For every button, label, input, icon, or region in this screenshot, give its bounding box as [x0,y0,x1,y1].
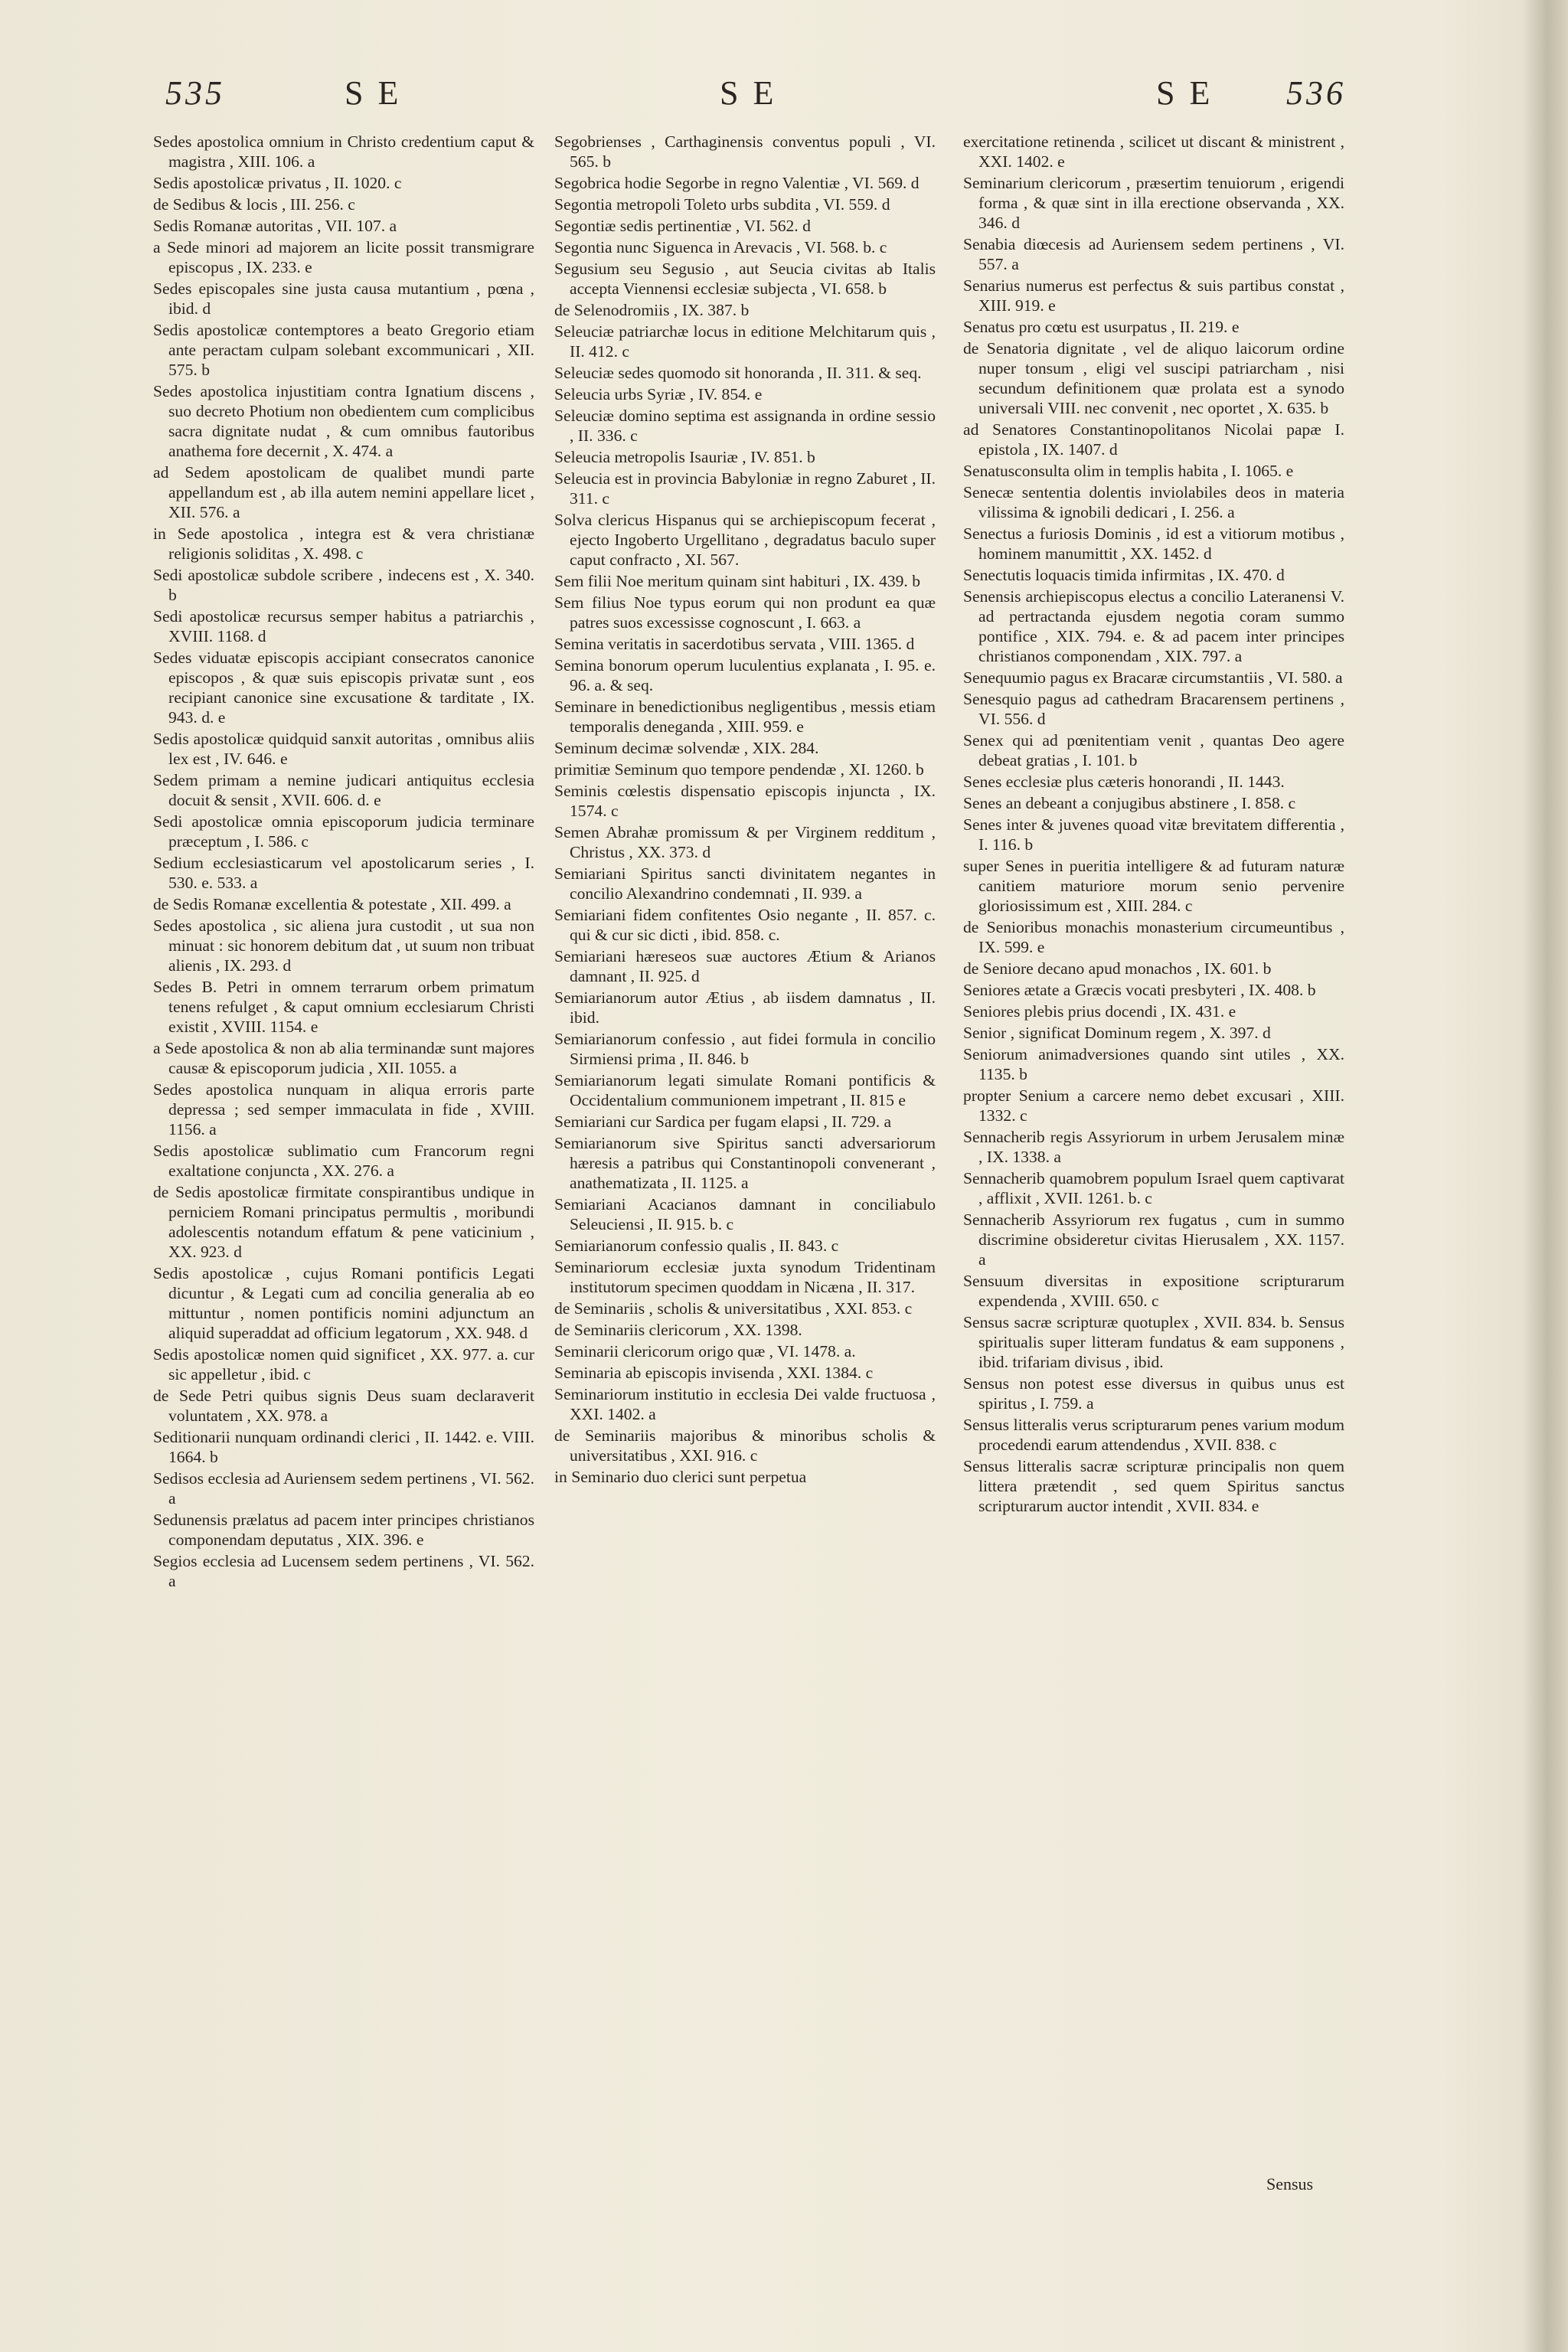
index-entry: Senior , significat Dominum regem , X. 397. d [963,1024,1271,1042]
index-entry: Seminare in benedictionibus negligentibus , messis etiam temporalis denegandа , XIII. 959. e [554,697,936,736]
index-entry: ad Senatores Constantinopolitanos Nicolai papæ I. epistola , IX. 1407. d [963,420,1344,459]
index-entry: Seleuciæ patriarchæ locus in editione Melchitarum quis , II. 412. c [554,322,936,361]
index-entry: Solva clericus Hispanus qui se archiepiscopum fecerat , ejecto Ingoberto Urgellitano , degradatus baculo super caput confracto , XI. 567. [554,511,936,569]
index-entry: Segobrica hodie Segorbe in regno Valentiæ , VI. 569. d [554,174,920,192]
index-entry: in Sede apostolica , integra est & vera christianæ religionis soliditas , X. 498. c [153,524,534,563]
index-entry: Sedes apostolica omnium in Christo credentium caput & magistra , XIII. 106. a [153,132,534,171]
index-entry: Senes an debeant a conjugibus abstinere , I. 858. c [963,794,1296,812]
index-entry: Seleucia urbs Syriæ , IV. 854. e [554,385,763,403]
index-entry: a Sede minori ad majorem an licite possit transmigrare episcopus , IX. 233. e [153,238,534,276]
index-entry: Sedisos ecclesia ad Auriensem sedem pertinens , VI. 562. a [153,1469,534,1508]
index-entry: Sedis apostolicæ sublimatio cum Francorum regni exaltatione conjuncta , XX. 276. a [153,1142,534,1180]
index-column-left [153,132,534,1592]
index-entry: Segusium seu Segusio , aut Seucia civitas ab Italis accepta Viennensi ecclesiæ subjecta , VI. 658. b [554,260,936,298]
index-entry: Seniores ætate a Græcis vocati presbyteri , IX. 408. b [963,981,1316,999]
index-entry: Semiariani Acacianos damnant in conciliabulo Seleuciensi , II. 915. b. c [554,1195,936,1233]
index-entry: de Senatoria dignitate , vel de aliquo laicorum ordine nuper tonsum , eligi vel suscipi patriarcham , nisi secundum definitionem quæ prolata est a synodo universali VIII. nec convenit , nec oportet , X. 635. b [963,339,1344,417]
index-entry: Seleuciæ sedes quomodo sit honoranda , II. 311. & seq. [554,364,922,382]
index-entry: Sedes viduatæ episcopis accipiant consecratos canonice episcopos , & quæ suis episcopis privatæ sunt , eos recipiant canonice sine excusatione & tarditate , IX. 943. d. e [153,648,534,727]
index-entry: Sensus litteralis verus scripturarum penes varium modum procedendi earum attendendus , XVII. 838. c [963,1416,1344,1454]
index-entry: Seniorum animadversiones quando sint utiles , XX. 1135. b [963,1045,1344,1083]
index-entry: Sedis apostolicæ nomen quid significet , XX. 977. a. cur sic appelletur , ibid. c [153,1345,534,1383]
page-header [153,74,1348,127]
index-entry: Sedes B. Petri in omnem terrarum orbem primatum tenens refulget , & caput omnium ecclesiarum Christi existit , XVIII. 1154. e [153,978,534,1036]
index-entry: Semiariani hæreseos suæ auctores Ætium & Arianos damnant , II. 925. d [554,947,936,985]
index-entry: Semina veritatis in sacerdotibus servata , VIII. 1365. d [554,635,915,653]
index-entry: Semen Abrahæ promissum & per Virginem redditum , Christus , XX. 373. d [554,823,936,861]
index-entry: de Selenodromiis , IX. 387. b [554,301,750,319]
index-column-right [963,132,1344,1517]
index-entry: Sensus sacræ scripturæ quotuplex , XVII. 834. b. Sensus spiritualis super litteram fundatus & eam supponens , ibid. trifariam divisus , ibid. [963,1313,1344,1371]
index-entry: Semiariani fidem confitentes Osio negante , II. 857. c. qui & cur sic dicti , ibid. 858. c. [554,906,936,944]
index-entry: de Sede Petri quibus signis Deus suam declaraverit voluntatem , XX. 978. a [153,1387,534,1425]
index-entry: Seminariorum ecclesiæ juxta synodum Tridentinam institutorum specimen quoddam in Nicæna , II. 317. [554,1258,936,1296]
index-entry: Segontia metropoli Toleto urbs subdita , VI. 559. d [554,195,890,214]
index-entry: de Sedibus & locis , III. 256. c [153,195,355,214]
index-entry: Sennacherib Assyriorum rex fugatus , cum in summo discrimine obsideretur civitas Hierusalem , XX. 1157. a [963,1210,1344,1269]
index-entry: Seleucia est in provincia Babyloniæ in regno Zaburet , II. 311. c [554,469,936,508]
index-entry: Sedis apostolicæ quidquid sanxit autoritas , omnibus aliis lex est , IV. 646. e [153,730,534,768]
index-entry: Sem filii Noe meritum quinam sint habituri , IX. 439. b [554,572,921,590]
index-entry: Sennacherib regis Assyriorum in urbem Jerusalem minæ , IX. 1338. a [963,1128,1344,1166]
index-entry: de Seminariis , scholis & universitatibus , XXI. 853. c [554,1299,913,1318]
page-number-left: 535 [165,74,225,112]
index-entry: Senecæ sententia dolentis inviolabiles deos in materia vilissima & ignobili dedicari , I. 256. a [963,483,1344,521]
index-entry: Seleucia metropolis Isauriæ , IV. 851. b [554,448,815,466]
index-entry: Semiariani Spiritus sancti divinitatem negantes in concilio Alexandrino condemnati , II. 939. a [554,864,936,903]
index-entry: Senes ecclesiæ plus cæteris honorandi , II. 1443. [963,773,1285,791]
index-entry: Sedis apostolicæ privatus , II. 1020. c [153,174,402,192]
index-entry: Semiarianorum legati simulate Romani pontificis & Occidentalium communionem impetrant , II. 815 e [554,1071,936,1109]
index-entry: de Senioribus monachis monasterium circumeuntibus , IX. 599. e [963,918,1344,956]
index-entry: Sedes apostolica injustitiam contra Ignatium discens , suo decreto Photium non obedientem cum complicibus sacra dignitate nudat , & cum omnibus fautoribus anathema fore decernit , X. 474. a [153,382,534,460]
index-entry: propter Senium a carcere nemo debet excusari , XIII. 1332. c [963,1086,1344,1125]
index-entry: Senes inter & juvenes quoad vitæ brevitatem differentia , I. 116. b [963,815,1344,854]
index-entry: super Senes in pueritia intelligere & ad futuram naturæ canitiem maturiore morum senio pervenire gloriosissimum est , XIII. 284. c [963,857,1344,915]
headword-left: S E [345,74,402,112]
index-entry: Senatus pro cœtu est usurpatus , II. 219. e [963,318,1240,336]
index-entry: Semiarianorum confessio qualis , II. 843. c [554,1236,839,1255]
index-entry: Sedis Romanæ autoritas , VII. 107. a [153,217,397,235]
index-entry: Seminum decimæ solvendæ , XIX. 284. [554,739,819,757]
index-entry: Sedem primam a nemine judicari antiquitus ecclesia docuit & sensit , XVII. 606. d. e [153,771,534,809]
index-column-center [554,132,936,1488]
index-entry: Sedes apostolica nunquam in aliqua erroris parte depressa ; sed semper immaculata in fide , XVIII. 1156. a [153,1080,534,1138]
index-entry: Senesquio pagus ad cathedram Bracarensem pertinens , VI. 556. d [963,690,1344,728]
index-entry: Senectutis loquacis timida infirmitas , IX. 470. d [963,566,1285,584]
index-entry: Sensus non potest esse diversus in quibus unus est spiritus , I. 759. a [963,1374,1344,1413]
index-entry: a Sede apostolica & non ab alia terminandæ sunt majores causæ & episcoporum judicia , XII. 1055. a [153,1039,534,1077]
index-entry: Senequumio pagus ex Bracaræ circumstantiis , VI. 580. a [963,668,1343,687]
headword-center: S E [720,74,777,112]
catchword: Sensus [1266,2174,1314,2194]
index-entry: de Sedis apostolicæ firmitate conspirantibus undique in perniciem Romani principatus permultis , moribundi adolescentis notandum effatum & pene vaticinium , XX. 923. d [153,1183,534,1261]
index-entry: Semiarianorum confessio , aut fidei formula in concilio Sirmiensi prima , II. 846. b [554,1030,936,1068]
index-entry: Sem filius Noe typus eorum qui non produnt ea quæ patres suos excessisse cognoscunt , I. 663. a [554,593,936,632]
index-entry: ad Sedem apostolicam de qualibet mundi parte appellandum est , ab illa autem nemini appellare licet , XII. 576. a [153,463,534,521]
index-entry: Segontiæ sedis pertinentiæ , VI. 562. d [554,217,811,235]
index-entry: Seminarii clericorum origo quæ , VI. 1478. a. [554,1342,856,1361]
index-entry: Senectus a furiosis Dominis , id est a vitiorum motibus , hominem manumittit , XX. 1452. d [963,524,1344,563]
index-entry: Senatusconsulta olim in templis habita , I. 1065. e [963,462,1294,480]
index-entry: Sedium ecclesiasticarum vel apostolicarum series , I. 530. e. 533. a [153,854,534,892]
index-entry: Sennacherib quamobrem populum Israel quem captivarat , afflixit , XVII. 1261. b. c [963,1169,1344,1207]
index-entry: de Seniore decano apud monachos , IX. 601. b [963,959,1272,978]
index-entry: Seditionarii nunquam ordinandi clerici , II. 1442. e. VIII. 1664. b [153,1428,534,1466]
index-entry: de Sedis Romanæ excellentia & potestate , XII. 499. a [153,895,511,913]
index-entry: Sedi apostolicæ recursus semper habitus a patriarchis , XVIII. 1168. d [153,607,534,645]
index-entry: in Seminario duo clerici sunt perpetua [554,1468,807,1486]
headword-right: S E [1156,74,1214,112]
index-entry: Sensus litteralis sacræ scripturæ principalis non quem littera prætendit , sed quem Spiritus sanctus scripturarum auctor intendit , XVII. 834. e [963,1457,1344,1515]
index-entry: Semiarianorum sive Spiritus sancti adversariorum hæresis a patribus qui Constantinopoli convenerant , anathematizata , II. 1125. a [554,1134,936,1192]
index-entry: Segontia nunc Siguenca in Arevacis , VI. 568. b. c [554,238,887,256]
index-entry: Senensis archiepiscopus electus a concilio Lateranensi V. ad pertractanda ejusdem negotia coram summo pontifice , XIX. 794. e. & ad pacem inter principes christianos componendam , XIX. 797. a [963,587,1344,665]
page-number-right: 536 [1286,74,1346,112]
index-entry: Sensuum diversitas in expositione scripturarum expendenda , XVIII. 650. c [963,1272,1344,1310]
index-entry: Seleuciæ domino septima est assignanda in ordine sessio , II. 336. c [554,407,936,445]
index-entry: exercitatione retinenda , scilicet ut discant & ministrent , XXI. 1402. e [963,132,1344,171]
index-entry: Sedis apostolicæ , cujus Romani pontificis Legati dicuntur , & Legati cum ad concilia generalia ab eo mittuntur , nomen pontificis nomini adjunctum an aliquid superaddat ad officium legatorum , XX. 948. d [153,1264,534,1342]
index-entry: Senarius numerus est perfectus & suis partibus constat , XIII. 919. e [963,276,1344,315]
index-entry: de Seminariis majoribus & minoribus scholis & universitatibus , XXI. 916. c [554,1426,936,1465]
index-entry: Sedes episcopales sine justa causa mutantium , pœna , ibid. d [153,279,534,318]
index-entry: Segios ecclesia ad Lucensem sedem pertinens , VI. 562. a [153,1552,534,1590]
index-entry: Semiariani cur Sardica per fugam elapsi , II. 729. a [554,1112,892,1131]
index-entry: Senex qui ad pœnitentiam venit , quantas Deo agere debeat gratias , I. 101. b [963,731,1344,769]
index-entry: Semina bonorum operum luculentius explanata , I. 95. e. 96. a. & seq. [554,656,936,694]
index-entry: Segobrienses , Carthaginensis conventus populi , VI. 565. b [554,132,936,171]
index-entry: Sedi apostolicæ omnia episcoporum judicia terminare præceptum , I. 586. c [153,812,534,851]
index-entry: Seminariorum institutio in ecclesia Dei valde fructuosa , XXI. 1402. a [554,1385,936,1423]
index-entry: Sedis apostolicæ contemptores a beato Gregorio etiam ante peractam culpam solebant excommunicari , XII. 575. b [153,321,534,379]
index-entry: de Seminariis clericorum , XX. 1398. [554,1321,802,1339]
index-entry: Semiarianorum autor Ætius , ab iisdem damnatus , II. ibid. [554,988,936,1027]
index-entry: primitiæ Seminum quo tempore pendendæ , XI. 1260. b [554,760,924,779]
index-entry: Senabia diœcesis ad Auriensem sedem pertinens , VI. 557. a [963,235,1344,273]
index-entry: Seminaria ab episcopis invisenda , XXI. 1384. c [554,1364,874,1382]
index-entry: Sedunensis prælatus ad pacem inter principes christianos componendam deputatus , XIX. 396. e [153,1511,534,1549]
index-entry: Seminarium clericorum , præsertim tenuiorum , erigendi forma , & quæ sint in illa erectione observanda , XX. 346. d [963,174,1344,232]
index-entry: Seminis cœlestis dispensatio episcopis injuncta , IX. 1574. c [554,782,936,820]
index-entry: Sedes apostolica , sic aliena jura custodit , ut sua non minuat : sic honorem debitum dat , ut suum non tribuat alienis , IX. 293. d [153,916,534,975]
index-entry: Sedi apostolicæ subdole scribere , indecens est , X. 340. b [153,566,534,604]
index-entry: Seniores plebis prius docendi , IX. 431. e [963,1002,1236,1021]
page-edge-shadow [1522,0,1568,2352]
